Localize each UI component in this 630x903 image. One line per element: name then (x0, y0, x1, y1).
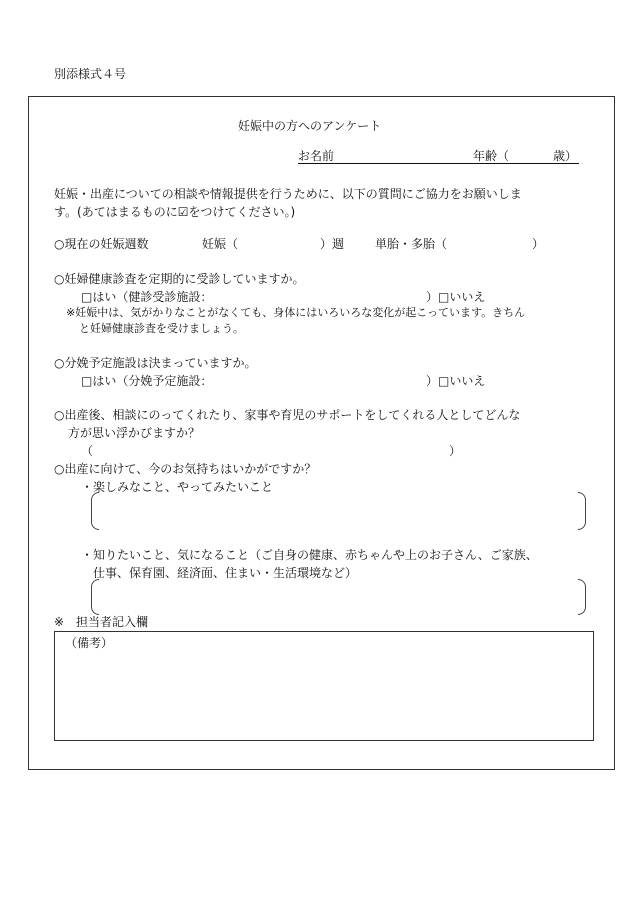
q2-facility-field[interactable] (222, 289, 422, 305)
q2-note-line-1: ※妊娠中は、気がかりなことがなくても、身体にはいろいろな変化が起こっています。きちん (66, 306, 526, 319)
memo-box[interactable] (54, 631, 594, 741)
q1-multiple-open: 単胎・多胎（ (375, 237, 448, 251)
page-title: 妊娠中の方へのアンケート (238, 119, 382, 133)
q5-sub2-bracket-left (91, 579, 99, 615)
name-age-underline (298, 163, 579, 164)
q5-sub1-answer-field[interactable] (100, 492, 576, 530)
q3-yes-checkbox[interactable]: □はい（分娩予定施設： (81, 374, 213, 388)
q5-question: ○出産に向けて、今のお気持ちはいかがですか？ (54, 462, 317, 476)
q2-no-checkbox[interactable]: ）□いいえ (426, 290, 486, 304)
q5-sub2-line-1: ・知りたいこと、気になること（ご自身の健康、赤ちゃんや上のお子さん、ご家族、 (81, 548, 538, 562)
q4-support-person-field[interactable] (96, 443, 446, 459)
q5-sub1-bracket-right (578, 492, 586, 530)
q3-question: ○分娩予定施設は決まっていますか。 (54, 356, 257, 370)
form-id: 別添様式４号 (54, 67, 127, 81)
q3-facility-field[interactable] (222, 373, 422, 389)
q2-yes-checkbox[interactable]: □はい（健診受診施設： (81, 290, 213, 304)
q5-sub2-line-2: 仕事、保育園、経済面、住まい・生活環境など） (93, 566, 358, 580)
q1-multiple-field[interactable] (458, 236, 530, 252)
q5-sub2-bracket-right (578, 579, 586, 615)
q2-note-line-2: と妊婦健康診査を受けましょう。 (79, 322, 244, 335)
q1-multiple-close: ） (532, 237, 545, 251)
q4-question-line-1: ○出産後、相談にのってくれたり、家事や育児のサポートをしてくれる人としてどんな (54, 408, 521, 422)
q1-weeks-field[interactable] (244, 236, 320, 252)
memo-label: （備考） (65, 636, 114, 650)
q4-paren-close: ） (449, 444, 462, 458)
q1-weeks-open: 妊娠（ (202, 237, 239, 251)
q1-weeks-close: ）週 (320, 237, 345, 251)
age-label: 年齢（ (473, 149, 510, 163)
staff-heading: ※ 担当者記入欄 (54, 615, 149, 629)
name-label: お名前 (298, 149, 335, 163)
name-field[interactable] (344, 148, 472, 163)
q2-question: ○妊婦健康診査を定期的に受診していますか。 (54, 272, 305, 286)
q5-sub1-bracket-left (91, 492, 99, 530)
intro-line-2: す。(あてはまるものに☑をつけてください。) (54, 205, 296, 219)
q5-sub1-label: ・楽しみなこと、やってみたいこと (81, 480, 274, 494)
q3-no-checkbox[interactable]: ）□いいえ (426, 374, 486, 388)
age-unit: 歳） (553, 149, 578, 163)
q1-label: ○現在の妊娠週数 (54, 237, 149, 251)
intro-line-1: 妊娠・出産についての相談や情報提供を行うために、以下の質問にご協力をお願いしま (54, 187, 522, 201)
q4-paren-open: （ (81, 444, 94, 458)
q5-sub2-answer-field[interactable] (100, 579, 576, 615)
q4-question-line-2: 方が思い浮かびますか？ (68, 426, 201, 440)
age-field[interactable] (513, 148, 551, 163)
